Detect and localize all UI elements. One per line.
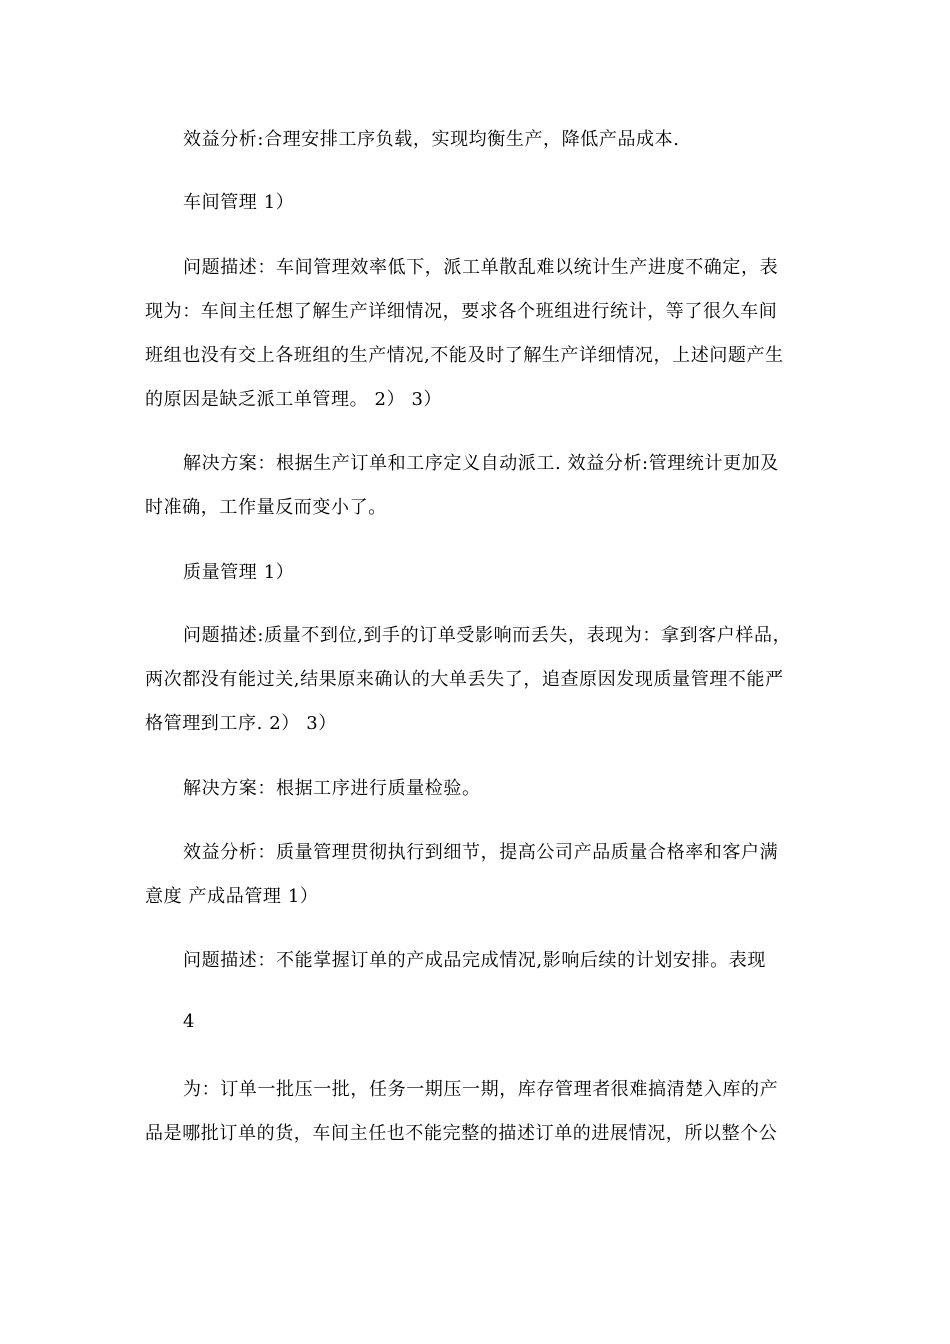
paragraph-problem-finished-goods-line-3: 品是哪批订单的货，车间主任也不能完整的描述订单的进展情况，所以整个公 (145, 1123, 778, 1144)
heading-workshop-management: 车间管理 1） (183, 192, 295, 213)
heading-quality-management: 质量管理 1） (183, 562, 295, 583)
paragraph-solution-quality: 解决方案：根据工序进行质量检验。 (183, 778, 481, 799)
paragraph-problem-quality-line-3: 格管理到工序. 2） 3） (145, 713, 337, 734)
paragraph-solution-workshop-line-1: 解决方案：根据生产订单和工序定义自动派工. 效益分析:管理统计更加及 (183, 453, 779, 474)
paragraph-benefit-quality-line-1: 效益分析：质量管理贯彻执行到细节，提高公司产品质量合格率和客户满 (183, 842, 779, 863)
paragraph-benefit-analysis-1: 效益分析:合理安排工序负载，实现均衡生产，降低产品成本. (183, 129, 680, 150)
paragraph-solution-workshop-line-2: 时准确，工作量反而变小了。 (145, 497, 387, 518)
paragraph-problem-workshop-line-1: 问题描述：车间管理效率低下，派工单散乱难以统计生产进度不确定，表 (183, 257, 779, 278)
paragraph-problem-quality-line-1: 问题描述:质量不到位,到手的订单受影响而丢失，表现为：拿到客户样品， (183, 625, 792, 646)
paragraph-problem-quality-line-2: 两次都没有能过关,结果原来确认的大单丢失了，追查原因发现质量管理不能严 (145, 669, 784, 690)
paragraph-problem-finished-goods-line-2: 为：订单一批压一批，任务一期压一期，库存管理者很难搞清楚入库的产 (183, 1079, 779, 1100)
paragraph-problem-workshop-line-4: 的原因是缺乏派工单管理。 2） 3） (145, 389, 443, 410)
paragraph-problem-workshop-line-2: 现为：车间主任想了解生产详细情况，要求各个班组进行统计，等了很久车间 (145, 301, 778, 322)
paragraph-problem-finished-goods-line-1: 问题描述：不能掌握订单的产成品完成情况,影响后续的计划安排。表现 (183, 950, 766, 971)
paragraph-benefit-quality-line-2: 意度 产成品管理 1） (145, 886, 319, 907)
page-number: 4 (183, 1011, 195, 1032)
paragraph-problem-workshop-line-3: 班组也没有交上各班组的生产情况,不能及时了解生产详细情况，上述问题产生 (145, 345, 784, 366)
